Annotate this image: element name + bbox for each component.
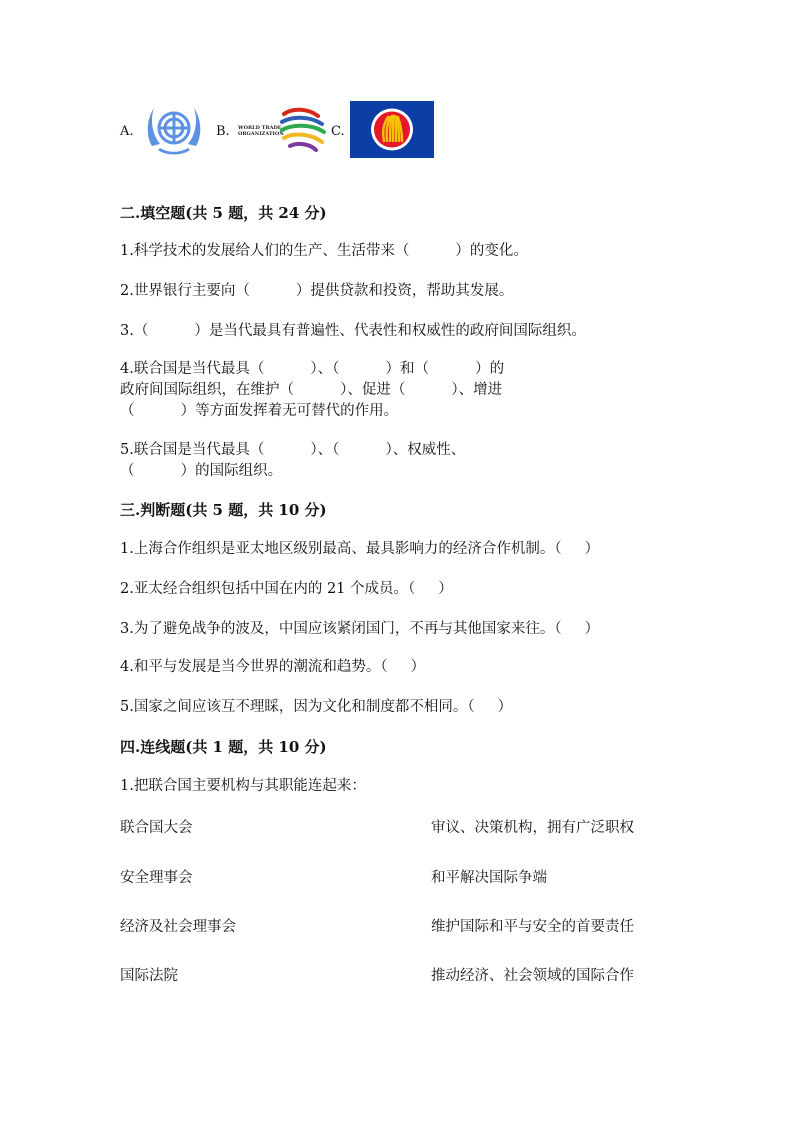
match-right-item: 和平解决国际争端 bbox=[431, 870, 547, 886]
section4-heading: 四.连线题(共 1 题，共 10 分) bbox=[120, 738, 327, 756]
section3-heading: 三.判断题(共 5 题，共 10 分) bbox=[120, 501, 327, 519]
s2-question-4-line3: （ ）等方面发挥着无可替代的作用。 bbox=[120, 403, 399, 419]
s2-question-4-line2: 政府间国际组织，在维护（ ）、促进（ ）、增进 bbox=[120, 382, 503, 398]
s4-question-1: 1.把联合国主要机构与其职能连起来： bbox=[120, 778, 366, 794]
wto-logo-icon bbox=[278, 104, 328, 156]
s3-question-5: 5.国家之间应该互不理睬，因为文化和制度都不相同。（ ） bbox=[120, 699, 513, 715]
match-left-item: 联合国大会 bbox=[120, 820, 193, 836]
s2-question-5-line1: 5.联合国是当代最具（ ）、（ ）、权威性、 bbox=[120, 442, 466, 458]
s2-question-5-line2: （ ）的国际组织。 bbox=[120, 463, 283, 479]
s2-question-1: 1.科学技术的发展给人们的生产、生活带来（ ）的变化。 bbox=[120, 243, 528, 259]
match-right-item: 审议、决策机构，拥有广泛职权 bbox=[431, 820, 634, 836]
s3-question-2: 2.亚太经合组织包括中国在内的 21 个成员。（ ） bbox=[120, 581, 453, 597]
match-right-item: 推动经济、社会领域的国际合作 bbox=[431, 968, 634, 984]
match-left-item: 经济及社会理事会 bbox=[120, 919, 236, 935]
s3-question-1: 1.上海合作组织是亚太地区级别最高、最具影响力的经济合作机制。（ ） bbox=[120, 541, 600, 557]
match-left-item: 国际法院 bbox=[120, 968, 178, 984]
match-left-item: 安全理事会 bbox=[120, 870, 193, 886]
un-emblem-icon bbox=[140, 100, 208, 160]
match-right-item: 维护国际和平与安全的首要责任 bbox=[431, 919, 634, 935]
option-b-label: B. bbox=[216, 124, 230, 139]
wto-text-line2: ORGANIZATION bbox=[238, 131, 284, 137]
s2-question-3: 3.（ ）是当代最具有普遍性、代表性和权威性的政府间国际组织。 bbox=[120, 323, 586, 339]
s2-question-4-line1: 4.联合国是当代最具（ ）、（ ）和（ ）的 bbox=[120, 361, 505, 377]
s3-question-4: 4.和平与发展是当今世界的潮流和趋势。（ ） bbox=[120, 659, 426, 675]
wto-text-line1: WORLD TRADE bbox=[238, 125, 282, 131]
section2-heading: 二.填空题(共 5 题，共 24 分) bbox=[120, 204, 327, 222]
option-c-label: C. bbox=[331, 124, 345, 139]
option-a-label: A. bbox=[120, 124, 134, 139]
wto-logo-text bbox=[238, 125, 284, 137]
asean-flag-icon bbox=[350, 101, 434, 158]
s2-question-2: 2.世界银行主要向（ ）提供贷款和投资，帮助其发展。 bbox=[120, 283, 514, 299]
s3-question-3: 3.为了避免战争的波及，中国应该紧闭国门，不再与其他国家来往。（ ） bbox=[120, 621, 600, 637]
